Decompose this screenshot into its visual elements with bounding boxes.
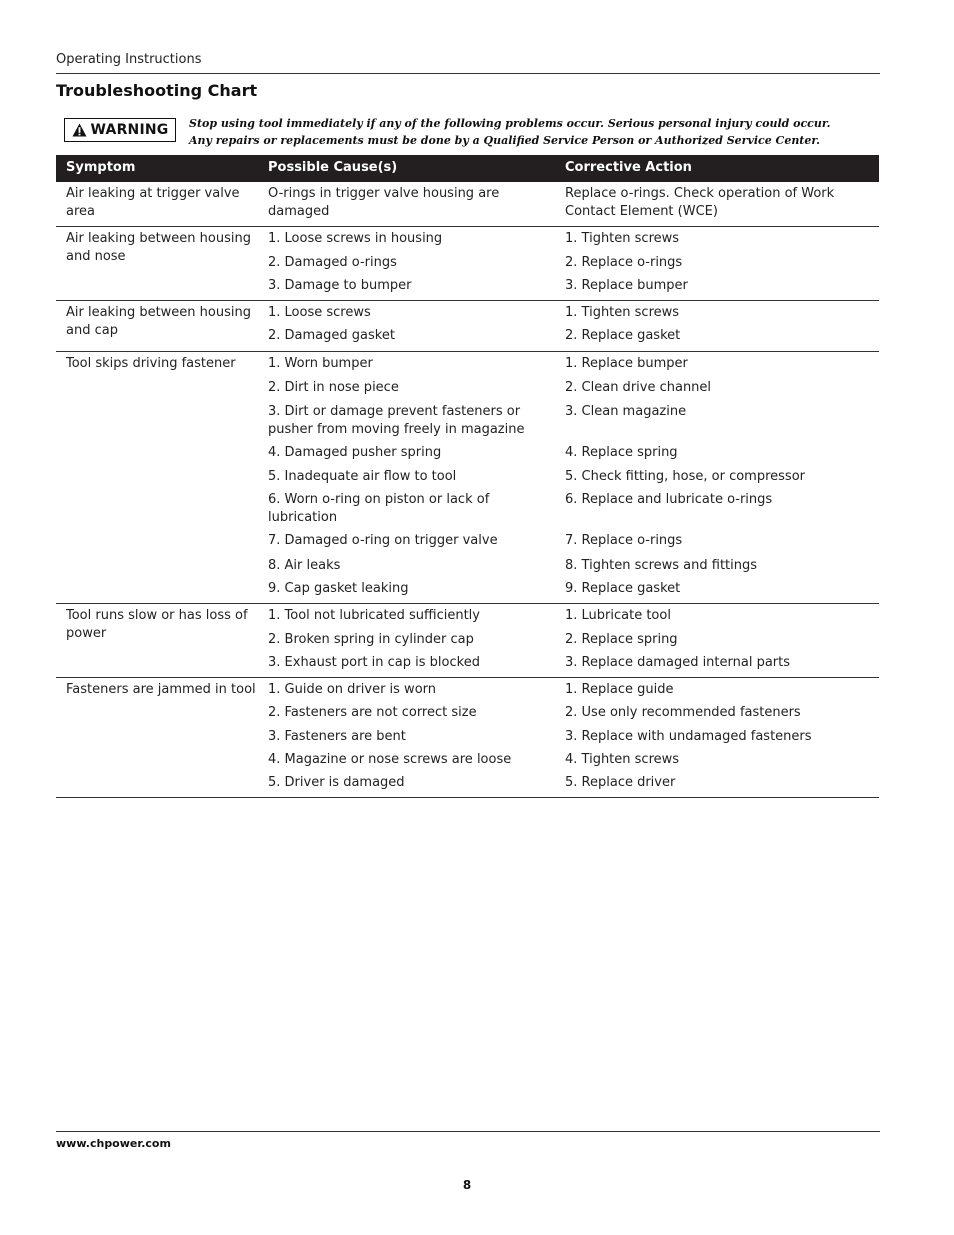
action-cell: 7. Replace o-rings [565,533,683,548]
table-row [56,304,879,327]
table-header-row [56,155,879,182]
table-row [56,681,879,704]
page-number: 8 [462,1178,472,1192]
header-possible-causes: Possible Cause(s) [268,160,398,175]
cause-cell: 2. Fasteners are not correct size [268,705,477,720]
warning-line: Stop using tool immediately if any of the following problems occur. Serious personal injury could occur. [189,117,831,130]
cause-cell: 1. Guide on driver is worn [268,682,437,697]
symptom-group [56,227,879,301]
action-cell: 3. Clean magazine [565,404,687,419]
page-title: Troubleshooting Chart [56,81,258,100]
table-row [56,468,879,491]
cause-cell: 2. Dirt in nose piece [268,380,399,395]
troubleshooting-table [56,182,879,798]
cause-cell: 2. Damaged o-rings [268,255,397,270]
action-cell: 1. Replace bumper [565,356,688,371]
table-row [56,491,879,532]
cause-cell: 3. Exhaust port in cap is blocked [268,655,480,670]
cause-cell: 4. Magazine or nose screws are loose [268,752,512,767]
symptom-group [56,604,879,678]
symptom-group [56,678,879,798]
action-cell: 2. Replace gasket [565,328,681,343]
table-row [56,774,879,797]
table-row [56,607,879,631]
action-cell: 1. Replace guide [565,682,674,697]
table-row [56,704,879,728]
section-label: Operating Instructions [56,52,202,67]
symptom-cell: Fasteners are jammed in tool [66,682,256,697]
cause-cell: 1. Tool not lubricated sufficiently [268,608,480,623]
cause-cell: 6. Worn o-ring on piston or lack of lubrication [268,492,490,525]
action-cell: 2. Replace spring [565,632,678,647]
symptom-cell: Tool runs slow or has loss of power [66,608,248,641]
symptom-group [56,182,879,227]
action-cell: 2. Use only recommended fasteners [565,705,801,720]
header-corrective-action: Corrective Action [565,160,692,175]
footer-divider [56,1131,880,1132]
symptom-cell: Tool skips driving fastener [66,356,236,371]
table-row [56,254,879,277]
table-row [56,355,879,379]
cause-cell: 3. Fasteners are bent [268,729,406,744]
table-row [56,277,879,300]
cause-cell: 8. Air leaks [268,558,341,573]
action-cell: 2. Clean drive channel [565,380,712,395]
symptom-group [56,301,879,352]
action-cell: 4. Replace spring [565,445,678,460]
table-row [56,230,879,254]
action-cell: 8. Tighten screws and fittings [565,558,758,573]
action-cell: 1. Tighten screws [565,231,680,246]
cause-cell: 9. Cap gasket leaking [268,581,409,596]
cause-cell: O-rings in trigger valve housing are damaged [268,186,500,219]
header-symptom: Symptom [66,160,136,175]
warning-triangle-icon [72,123,87,137]
table-row [56,751,879,774]
action-cell: 2. Replace o-rings [565,255,683,270]
cause-cell: 1. Loose screws [268,305,371,320]
table-row [56,185,879,226]
action-cell: 4. Tighten screws [565,752,680,767]
warning-label: WARNING [90,122,169,138]
table-row [56,327,879,351]
table-row [56,728,879,751]
table-row [56,444,879,468]
action-cell: 3. Replace bumper [565,278,688,293]
warning-badge [64,118,176,142]
cause-cell: 2. Broken spring in cylinder cap [268,632,474,647]
table-row [56,557,879,580]
action-cell: 5. Check fitting, hose, or compressor [565,469,805,484]
action-cell: 1. Lubricate tool [565,608,671,623]
cause-cell: 3. Dirt or damage prevent fasteners or pusher from moving freely in magazine [268,404,525,437]
warning-line: Any repairs or replacements must be done by a Qualified Service Person or Authorized Service Center. [189,134,821,147]
symptom-cell: Air leaking between housing and nose [66,231,251,264]
cause-cell: 1. Loose screws in housing [268,231,443,246]
symptom-group [56,352,879,604]
footer-url: www.chpower.com [56,1137,171,1150]
cause-cell: 3. Damage to bumper [268,278,412,293]
action-cell: 5. Replace driver [565,775,676,790]
cause-cell: 2. Damaged gasket [268,328,395,343]
table-row [56,631,879,654]
action-cell: 3. Replace with undamaged fasteners [565,729,812,744]
action-cell: 6. Replace and lubricate o-rings [565,492,773,507]
table-row [56,403,879,444]
symptom-cell: Air leaking between housing and cap [66,305,251,338]
symptom-cell: Air leaking at trigger valve area [66,186,240,219]
action-cell: 9. Replace gasket [565,581,681,596]
action-cell: 1. Tighten screws [565,305,680,320]
cause-cell: 1. Worn bumper [268,356,373,371]
table-row [56,532,879,557]
header-divider [56,73,880,74]
cause-cell: 4. Damaged pusher spring [268,445,442,460]
table-row [56,580,879,603]
action-cell: 3. Replace damaged internal parts [565,655,791,670]
cause-cell: 5. Driver is damaged [268,775,405,790]
action-cell: Replace o-rings. Check operation of Work Contact Element (WCE) [565,186,835,219]
warning-message [189,115,879,149]
table-row [56,379,879,403]
cause-cell: 5. Inadequate air flow to tool [268,469,457,484]
table-row [56,654,879,677]
cause-cell: 7. Damaged o-ring on trigger valve [268,533,498,548]
